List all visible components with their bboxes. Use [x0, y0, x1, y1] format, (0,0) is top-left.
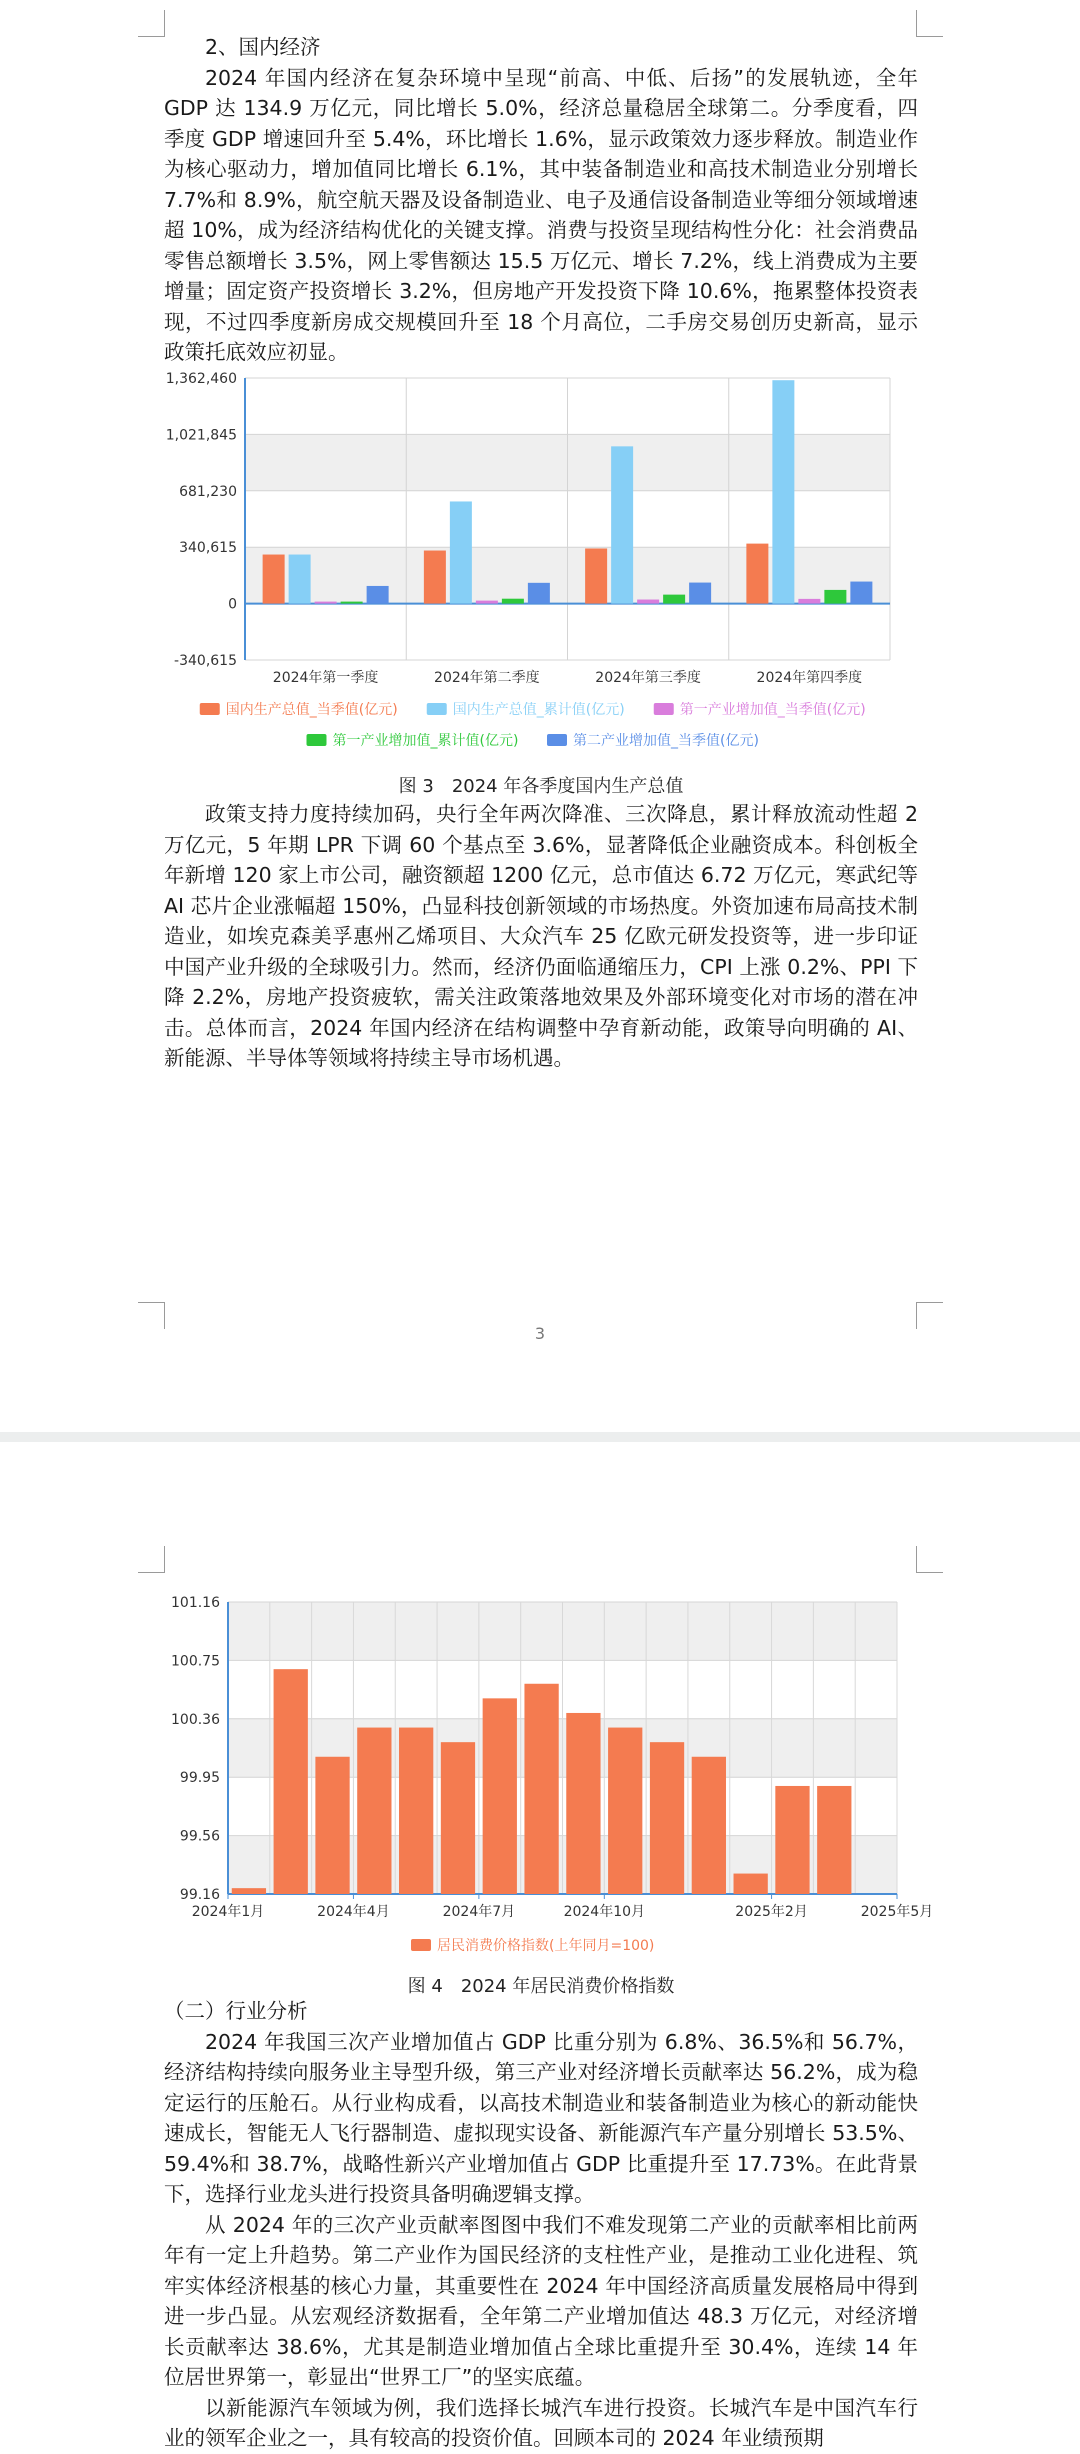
bar: [263, 555, 285, 604]
bar: [566, 1713, 600, 1894]
bar: [824, 590, 846, 604]
bar: [663, 595, 685, 604]
bar: [274, 1669, 308, 1894]
legend-label: 第一产业增加值_累计值(亿元): [332, 733, 519, 749]
y-tick-label: -340,615: [174, 653, 237, 669]
y-tick-label: 99.95: [179, 1770, 220, 1787]
y-tick-label: 340,615: [179, 540, 237, 557]
bar: [608, 1728, 642, 1894]
bar: [524, 1684, 558, 1894]
y-tick-label: 99.16: [179, 1887, 220, 1903]
bar: [367, 586, 389, 604]
section-heading-industry: （二）行业分析: [164, 1999, 308, 2023]
paragraph: 以新能源汽车领域为例，我们选择长城汽车进行投资。长城汽车是中国汽车行业的领军企业之一，具有较高的投资价值。回顾本司的 2024 年业绩预期: [164, 2395, 918, 2450]
y-tick-label: 1,362,460: [165, 371, 237, 387]
legend-label: 第一产业增加值_当季值(亿元): [679, 702, 866, 718]
bar: [357, 1728, 391, 1894]
legend-label: 国内生产总值_累计值(亿元): [452, 702, 625, 718]
legend-swatch: [411, 1939, 431, 1951]
legend-label: 国内生产总值_当季值(亿元): [225, 702, 398, 718]
legend-swatch: [427, 703, 447, 715]
page-gap: [0, 1432, 1080, 1442]
bar: [528, 583, 550, 604]
paragraph: 从 2024 年的三次产业贡献率图图中我们不难发现第二产业的贡献率相比前两年有一定上升趋势。第二产业作为国民经济的支柱性产业，是推动工业化进程、筑牢实体经济根基的核心力量，其重要性在 2024 年中国经济高质量发展格局中得到进一步凸显。从宏观经济数据看，全年第二产业增加值达 48.3 万亿元，对经济增长贡献率达 38.6%，尤其是制造业增加值占全球比重提升至 30.4%，连续 14 年位居世界第一，彰显出“世界工厂”的坚实底蕴。: [164, 2212, 918, 2389]
y-tick-label: 681,230: [179, 483, 237, 500]
bar: [315, 1757, 349, 1894]
y-tick-label: 99.56: [179, 1828, 220, 1845]
bar: [775, 1786, 809, 1894]
bar: [502, 599, 524, 604]
bar: [689, 583, 711, 604]
legend-swatch: [200, 703, 220, 715]
x-tick-label: 2024年4月: [317, 1904, 390, 1920]
bar: [315, 602, 337, 604]
figure-caption-2: 图 4 2024 年居民消费价格指数: [407, 1976, 675, 1997]
y-tick-label: 1,021,845: [165, 427, 237, 444]
x-tick-label: 2024年第三季度: [595, 670, 701, 686]
bar: [585, 548, 607, 603]
figure-caption: 图 3 2024 年各季度国内生产总值: [398, 776, 684, 797]
page-number: 3: [534, 1324, 546, 1343]
bar: [450, 501, 472, 603]
x-tick-label: 2024年10月: [563, 1904, 646, 1920]
paragraph: 2024 年国内经济在复杂环境中呈现“前高、中低、后扬”的发展轨迹，全年 GDP 达 134.9 万亿元，同比增长 5.0%，经济总量稳居全球第二。分季度看，四季度 GDP 增速回升至 5.4%，环比增长 1.6%，显示政策效力逐步释放。制造业作为核心驱动力，增加值同比增长 6.1%，其中装备制造业和高技术制造业分别增长 7.7%和 8.9%，航空航天器及设备制造业、电子及通信设备制造业等细分领域增速超 10%，成为经济结构优化的关键支撑。消费与投资呈现结构性分化：社会消费品零售总额增长 3.5%，网上零售额达 15.5 万亿元、增长 7.2%，线上消费成为主要增量；固定资产投资增长 3.2%，但房地产开发投资下降 10.6%，拖累整体投资表现，不过四季度新房成交规模回升至 18 个月高位，二手房交易创历史新高，显示政策托底效应初显。: [164, 65, 918, 364]
legend-label: 第二产业增加值_当季值(亿元): [573, 733, 759, 749]
bar: [476, 601, 498, 604]
bar: [798, 599, 820, 604]
crop-mark-top-left: [138, 1546, 165, 1573]
x-tick-label: 2025年5月: [860, 1904, 934, 1920]
bar: [289, 555, 311, 604]
legend-swatch: [547, 734, 567, 746]
y-tick-label: 0: [228, 596, 237, 613]
x-tick-label: 2024年第一季度: [272, 670, 379, 686]
bar: [483, 1698, 517, 1894]
bar: [772, 380, 794, 603]
bar: [850, 582, 872, 604]
crop-mark-top-left: [138, 10, 165, 37]
bar: [692, 1757, 726, 1894]
bar: [650, 1742, 684, 1894]
cpi-monthly-chart: [160, 1586, 934, 1986]
y-tick-label: 100.75: [171, 1653, 220, 1670]
x-tick-label: 2024年第二季度: [434, 670, 540, 686]
bar: [817, 1786, 851, 1894]
bar: [611, 446, 633, 603]
y-tick-label: 100.36: [171, 1711, 220, 1728]
page1-text-block-2: [164, 799, 918, 1074]
bar: [637, 600, 659, 604]
legend-swatch: [654, 703, 674, 715]
bar: [424, 551, 446, 604]
page1-text-block-1: [164, 32, 918, 368]
paragraph: 政策支持力度持续加码，央行全年两次降准、三次降息，累计释放流动性超 2 万亿元，5 年期 LPR 下调 60 个基点至 3.6%，显著降低企业融资成本。科创板全年新增 120 家上市公司，融资额超 1200 亿元，总市值达 6.72 万亿元，寒武纪等 AI 芯片企业涨幅超 150%，凸显科技创新领域的市场热度。外资加速布局高技术制造业，如埃克森美孚惠州乙烯项目、大众汽车 25 亿欧元研发投资等，进一步印证中国产业升级的全球吸引力。然而，经济仍面临通缩压力，CPI 上涨 0.2%、PPI 下降 2.2%，房地产投资疲软，需关注政策落地效果及外部环境变化对市场的潜在冲击。总体而言，2024 年国内经济在结构调整中孕育新动能，政策导向明确的 AI、新能源、半导体等领域将持续主导市场机遇。: [164, 802, 918, 1070]
y-tick-label: 101.16: [171, 1595, 220, 1611]
crop-mark-top-right: [916, 10, 943, 37]
bar: [399, 1728, 433, 1894]
x-tick-label: 2024年1月: [191, 1904, 265, 1920]
crop-mark-top-right: [916, 1546, 943, 1573]
bar: [232, 1888, 266, 1894]
section-heading: 2、国内经济: [205, 35, 321, 59]
bar: [746, 544, 768, 604]
x-tick-label: 2024年第四季度: [756, 670, 863, 686]
bar: [734, 1874, 768, 1894]
gdp-quarterly-chart: [160, 360, 920, 760]
x-tick-label: 2024年7月: [442, 1904, 516, 1920]
paragraph: 2024 年我国三次产业增加值占 GDP 比重分别为 6.8%、36.5%和 56.7%，经济结构持续向服务业主导型升级，第三产业对经济增长贡献率达 56.2%，成为稳定运行的压舱石。从行业构成看，以高技术制造业和装备制造业为核心的新动能快速成长，智能无人飞行器制造、虚拟现实设备、新能源汽车产量分别增长 53.5%、59.4%和 38.7%，战略性新兴产业增加值占 GDP 比重提升至 17.73%。在此背景下，选择行业龙头进行投资具备明确逻辑支撑。: [164, 2029, 918, 2206]
bar: [341, 602, 363, 604]
x-tick-label: 2025年2月: [735, 1904, 808, 1920]
legend-swatch: [307, 734, 327, 746]
page2-text-block: [164, 1996, 918, 2454]
legend-label: 居民消费价格指数(上年同月=100): [437, 1938, 655, 1954]
bar: [441, 1742, 475, 1894]
